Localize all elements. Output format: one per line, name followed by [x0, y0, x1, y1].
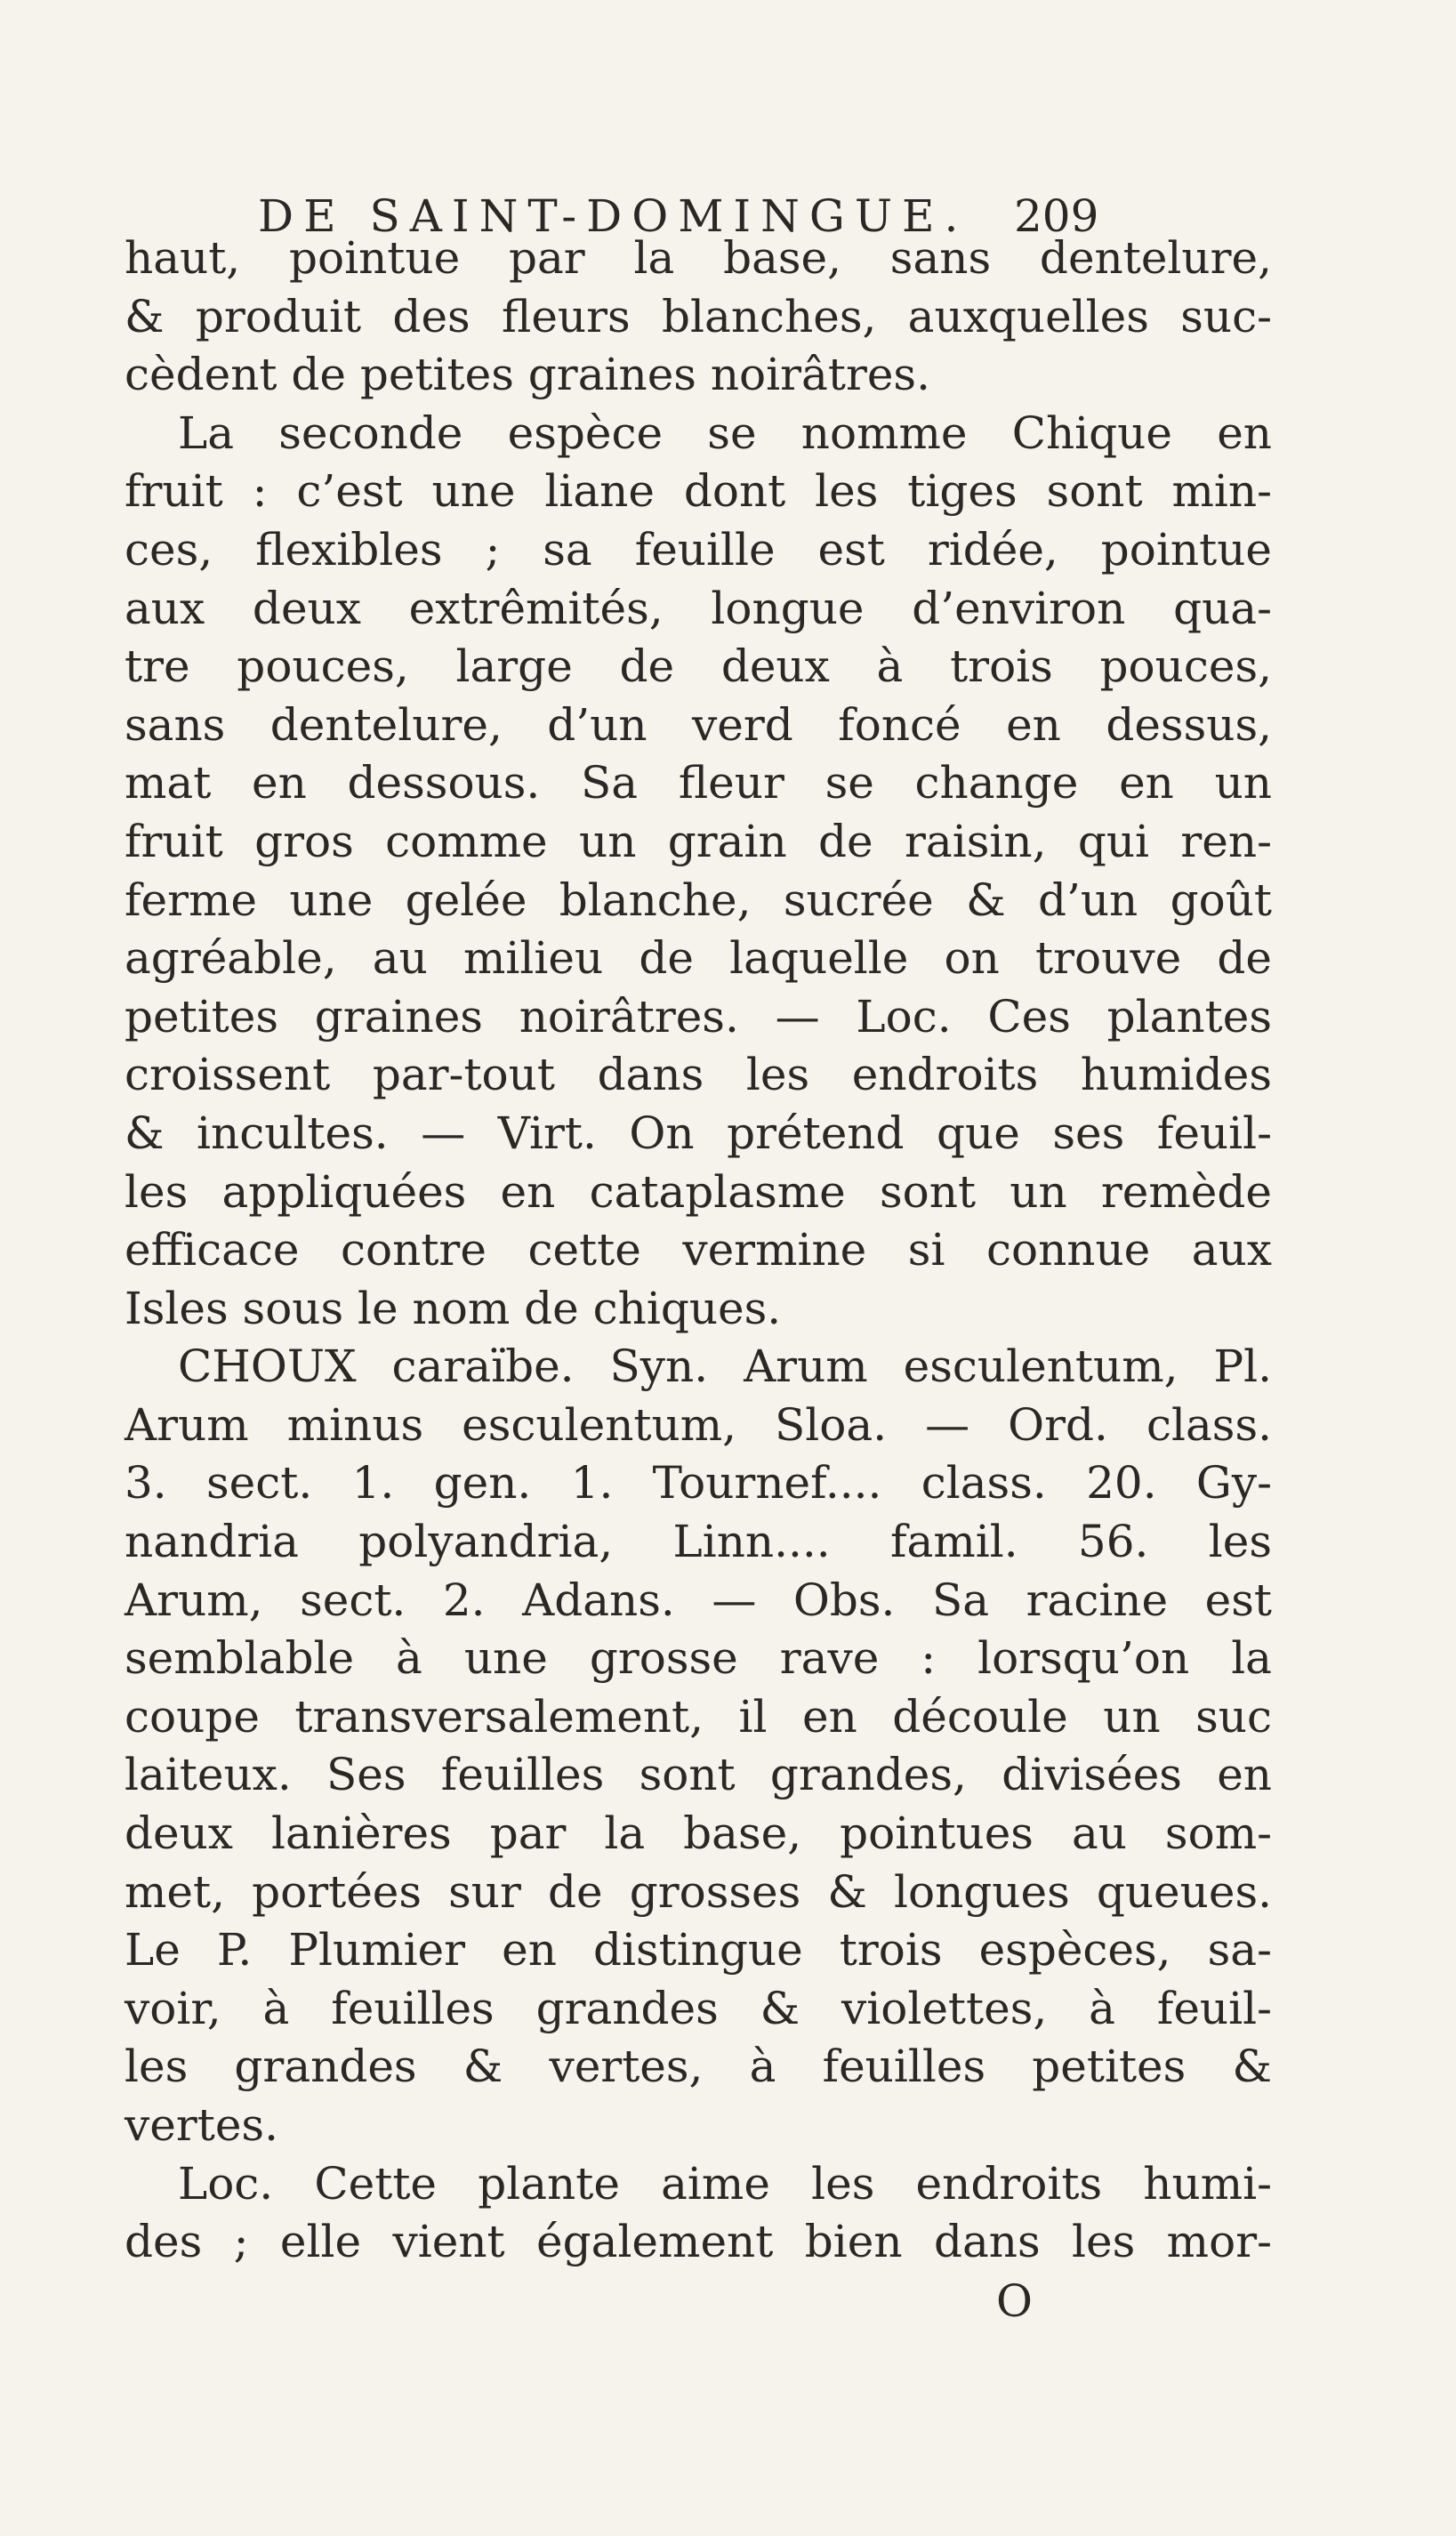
- text-line: & incultes. — Virt. On prétend que ses feuil-: [125, 1107, 1272, 1159]
- text-line: Arum, sect. 2. Adans. — Obs. Sa racine est: [125, 1574, 1272, 1626]
- text-line: La seconde espèce se nomme Chique en: [178, 407, 1272, 459]
- text-line: petites graines noirâtres. — Loc. Ces plantes: [125, 990, 1272, 1043]
- text-line: mat en dessous. Sa fleur se change en un: [125, 757, 1272, 809]
- text-line: tre pouces, large de deux à trois pouces,: [125, 640, 1272, 693]
- text-line: sans dentelure, d’un verd foncé en dessus,: [125, 698, 1272, 751]
- text-line: fruit gros comme un grain de raisin, qui ren-: [125, 815, 1272, 867]
- text-line: met, portées sur de grosses & longues queues.: [125, 1865, 1272, 1918]
- text-line: voir, à feuilles grandes & violettes, à feuil-: [125, 1982, 1272, 2034]
- text-line: coupe transversalement, il en découle un suc: [125, 1690, 1272, 1743]
- text-line: Arum minus esculentum, Sloa. — Ord. class.: [125, 1398, 1272, 1451]
- text-line: haut, pointue par la base, sans dentelure,: [125, 232, 1272, 284]
- text-line: efficace contre cette vermine si connue aux: [125, 1224, 1272, 1276]
- text-line: Le P. Plumier en distingue trois espèces, sa-: [125, 1924, 1272, 1976]
- text-line: Loc. Cette plante aime les endroits humi-: [178, 2157, 1272, 2210]
- text-line: nandria polyandria, Linn.... famil. 56. les: [125, 1516, 1272, 1568]
- body-text: [125, 229, 1272, 2272]
- signature-mark: O: [996, 2275, 1033, 2327]
- text-line: deux lanières par la base, pointues au som-: [125, 1807, 1272, 1860]
- text-line: & produit des fleurs blanches, auxquelles suc-: [125, 290, 1272, 342]
- text-line: fruit : c’est une liane dont les tiges sont min-: [125, 465, 1272, 518]
- text-line: vertes.: [125, 2099, 278, 2151]
- text-line: agréable, au milieu de laquelle on trouve de: [125, 932, 1272, 985]
- text-line: cèdent de petites graines noirâtres.: [125, 349, 930, 401]
- text-line: ces, flexibles ; sa feuille est ridée, pointue: [125, 523, 1272, 576]
- text-line: 3. sect. 1. gen. 1. Tournef.... class. 20. Gy-: [125, 1457, 1272, 1510]
- text-line: laiteux. Ses feuilles sont grandes, divisées en: [125, 1749, 1272, 1801]
- text-line: Isles sous le nom de chiques.: [125, 1282, 782, 1334]
- text-line: croissent par-tout dans les endroits humides: [125, 1049, 1272, 1101]
- text-line: ferme une gelée blanche, sucrée & d’un goût: [125, 874, 1272, 926]
- text-line: des ; elle vient également bien dans les mor-: [125, 2216, 1272, 2268]
- text-line: les grandes & vertes, à feuilles petites &: [125, 2041, 1272, 2093]
- running-title: DE SAINT-DOMINGUE.: [258, 190, 969, 242]
- text-line: CHOUX caraïbe. Syn. Arum esculentum, Pl.: [178, 1340, 1272, 1393]
- text-line: aux deux extrêmités, longue d’environ qua-: [125, 582, 1272, 634]
- text-line: semblable à une grosse rave : lorsqu’on la: [125, 1632, 1272, 1685]
- page-number: 209: [1014, 190, 1099, 242]
- text-line: les appliquées en cataplasme sont un remède: [125, 1165, 1272, 1218]
